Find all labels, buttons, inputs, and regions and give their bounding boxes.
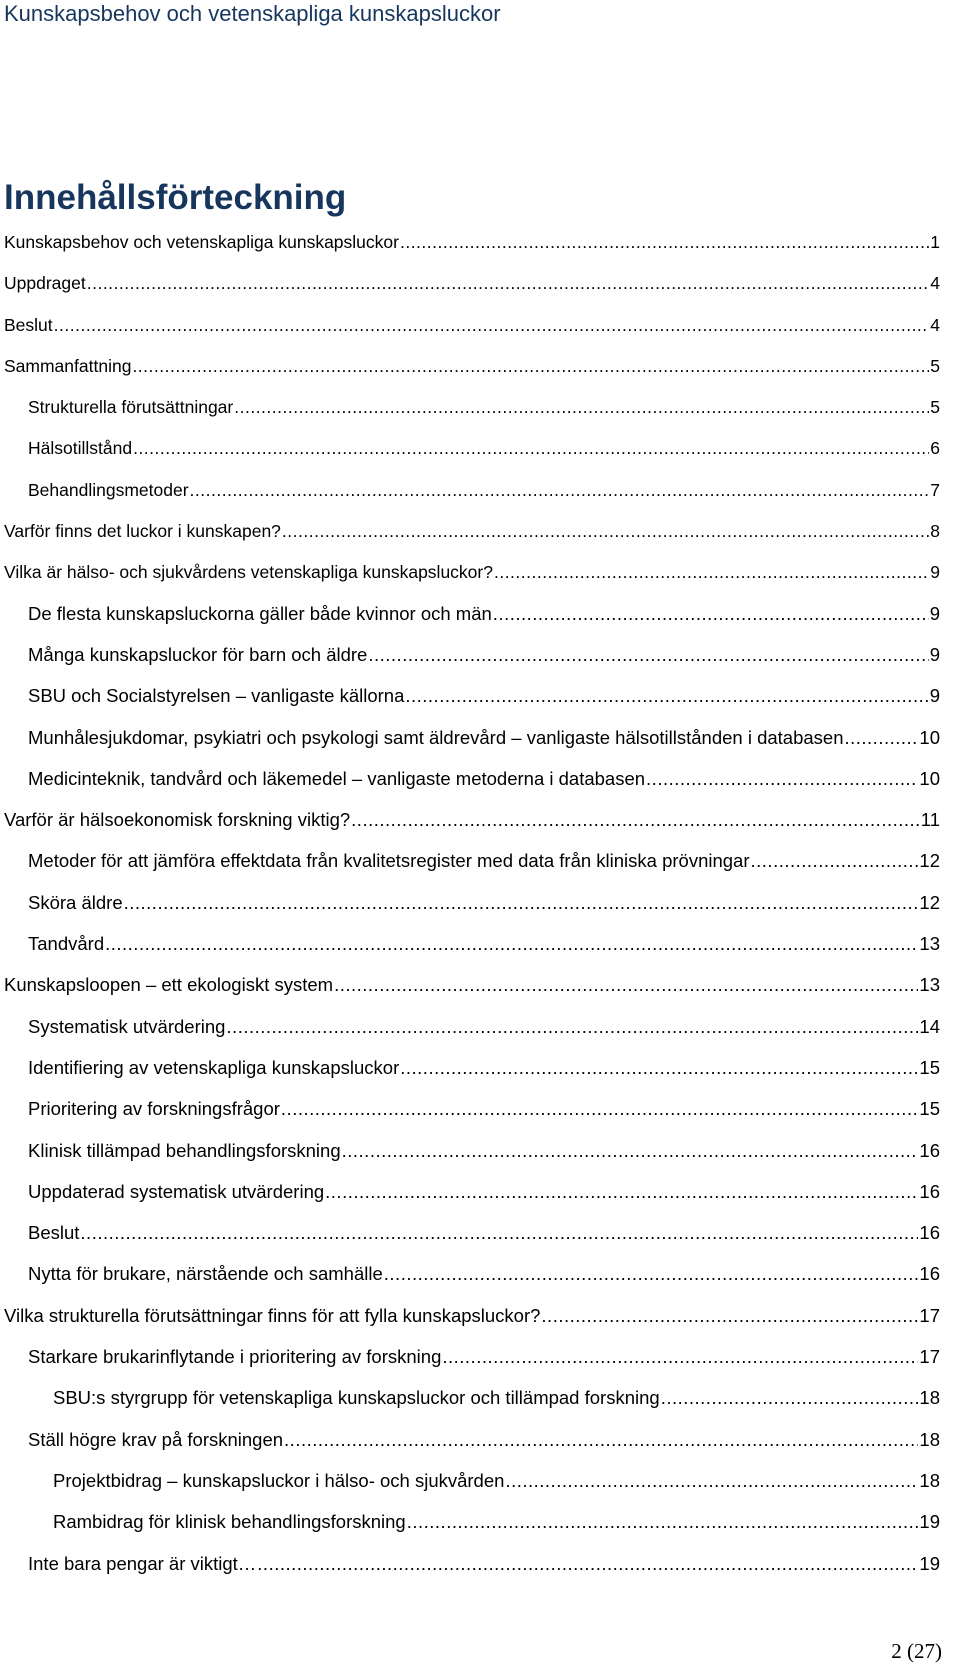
toc-entry-line bbox=[4, 229, 940, 255]
toc-entry[interactable] bbox=[0, 966, 960, 1007]
toc-entry-page: 5 bbox=[930, 397, 940, 418]
toc-entry-page: 14 bbox=[919, 1015, 940, 1037]
toc-entry-page: 5 bbox=[930, 355, 940, 376]
toc-dot-leader bbox=[405, 683, 928, 709]
toc-dot-leader bbox=[368, 642, 928, 668]
toc-entry-label: Beslut bbox=[28, 1222, 80, 1244]
toc-dot-leader bbox=[400, 229, 929, 255]
toc-entry[interactable] bbox=[0, 1503, 960, 1544]
toc-entry-label: Munhålesjukdomar, psykiatri och psykologi samt äldrevård – vanligaste hälsotillstånden i databasen bbox=[28, 726, 844, 748]
toc-entry-line bbox=[4, 559, 940, 585]
toc-entry[interactable] bbox=[0, 1008, 960, 1049]
toc-dot-leader bbox=[124, 890, 919, 916]
toc-entry-line bbox=[4, 312, 940, 338]
toc-entry-label: Varför finns det luckor i kunskapen? bbox=[4, 521, 281, 542]
toc-entry[interactable] bbox=[0, 1132, 960, 1173]
toc-entry-line bbox=[28, 725, 940, 751]
toc-dot-leader bbox=[87, 270, 930, 296]
toc-dot-leader bbox=[334, 972, 918, 998]
toc-entry-page: 11 bbox=[920, 809, 940, 831]
toc-entry-page: 1 bbox=[930, 232, 940, 252]
toc-entry[interactable] bbox=[0, 264, 960, 305]
toc-entry-page: 10 bbox=[919, 767, 940, 789]
toc-entry[interactable] bbox=[0, 429, 960, 470]
toc-entry[interactable] bbox=[0, 1379, 960, 1420]
toc-entry-label: Starkare brukarinflytande i prioritering av forskning bbox=[28, 1346, 442, 1368]
toc-entry-label: Sammanfattning bbox=[4, 355, 132, 376]
toc-entry-page: 4 bbox=[930, 314, 940, 335]
toc-dot-leader bbox=[384, 1261, 919, 1287]
toc-dot-leader bbox=[80, 1220, 918, 1246]
toc-entry-line bbox=[28, 931, 940, 957]
toc-entry-label: Identifiering av vetenskapliga kunskapsluckor bbox=[28, 1056, 400, 1078]
toc-entry-page: 9 bbox=[929, 643, 940, 665]
toc-dot-leader bbox=[407, 1509, 919, 1535]
toc-dot-leader bbox=[257, 1551, 918, 1577]
toc-entry-page: 13 bbox=[919, 933, 940, 955]
toc-entry-page: 9 bbox=[929, 685, 940, 707]
toc-entry-label: SBU och Socialstyrelsen – vanligaste källorna bbox=[28, 685, 405, 707]
toc-entry-label: Uppdaterad systematisk utvärdering bbox=[28, 1180, 325, 1202]
toc-entry-line bbox=[28, 1014, 940, 1040]
toc-entry-page: 6 bbox=[930, 438, 940, 459]
toc-entry-line bbox=[53, 1509, 940, 1535]
toc-entry-line bbox=[28, 1551, 940, 1577]
toc-dot-leader bbox=[282, 518, 929, 544]
toc-entry-line bbox=[4, 807, 940, 833]
toc-entry[interactable] bbox=[0, 1338, 960, 1379]
toc-entry-line bbox=[28, 1096, 940, 1122]
toc-entry[interactable] bbox=[0, 636, 960, 677]
toc-entry[interactable] bbox=[0, 719, 960, 760]
toc-entry-page: 4 bbox=[930, 273, 940, 294]
running-header: Kunskapsbehov och vetenskapliga kunskapsluckor bbox=[4, 1, 501, 26]
toc-dot-leader bbox=[325, 1179, 918, 1205]
toc-entry-page: 7 bbox=[930, 479, 940, 500]
toc-entry-page: 12 bbox=[919, 850, 940, 872]
toc-entry-line bbox=[28, 683, 940, 709]
toc-entry-label: Vilka strukturella förutsättningar finns för att fylla kunskapsluckor? bbox=[4, 1304, 541, 1326]
toc-entry-page: 16 bbox=[919, 1139, 940, 1161]
toc-entry[interactable] bbox=[0, 512, 960, 553]
toc-entry-line bbox=[28, 642, 940, 668]
toc-entry-page: 19 bbox=[919, 1511, 940, 1533]
toc-entry[interactable] bbox=[0, 677, 960, 718]
toc-entry-line bbox=[53, 1385, 940, 1411]
toc-entry-line bbox=[4, 1303, 940, 1329]
toc-entry-line bbox=[4, 518, 940, 544]
toc-dot-leader bbox=[661, 1385, 919, 1411]
toc-entry-page: 18 bbox=[919, 1469, 940, 1491]
toc-entry-line bbox=[28, 766, 940, 792]
toc-entry-label: Metoder för att jämföra effektdata från kvalitetsregister med data från kliniska prövningar bbox=[28, 850, 750, 872]
toc-entry[interactable] bbox=[0, 1462, 960, 1503]
toc-entry-label: Beslut bbox=[4, 314, 53, 335]
toc-entry-label: Rambidrag för klinisk behandlingsforskning bbox=[53, 1511, 406, 1533]
toc-entry-label: Många kunskapsluckor för barn och äldre bbox=[28, 643, 368, 665]
toc-dot-leader bbox=[844, 725, 918, 751]
toc-entry[interactable] bbox=[0, 884, 960, 925]
toc-entry-label: Strukturella förutsättningar bbox=[28, 397, 234, 418]
toc-entry-line bbox=[28, 477, 940, 503]
toc-entry-page: 17 bbox=[919, 1304, 940, 1326]
toc-entry-page: 9 bbox=[929, 602, 940, 624]
toc-entry-label: Ställ högre krav på forskningen bbox=[28, 1428, 284, 1450]
toc-dot-leader bbox=[132, 353, 929, 379]
toc-dot-leader bbox=[190, 477, 930, 503]
toc-entry-line bbox=[28, 1427, 940, 1453]
toc-entry[interactable] bbox=[0, 595, 960, 636]
toc-entry-line bbox=[28, 601, 940, 627]
toc-entry-label: Prioritering av forskningsfrågor bbox=[28, 1098, 280, 1120]
toc-entry[interactable] bbox=[0, 760, 960, 801]
toc-entry-label: Systematisk utvärdering bbox=[28, 1015, 226, 1037]
toc-entry-label: Kunskapsloopen – ett ekologiskt system bbox=[4, 974, 334, 996]
toc-dot-leader bbox=[226, 1014, 918, 1040]
toc-entry[interactable] bbox=[0, 306, 960, 347]
toc-entry[interactable] bbox=[0, 1297, 960, 1338]
toc-dot-leader bbox=[442, 1344, 918, 1370]
toc-dot-leader bbox=[751, 848, 919, 874]
toc-entry-label: Vilka är hälso- och sjukvårdens vetenskapliga kunskapsluckor? bbox=[4, 562, 493, 583]
toc-entry[interactable] bbox=[0, 842, 960, 883]
toc-dot-leader bbox=[54, 312, 930, 338]
toc-entry[interactable] bbox=[0, 388, 960, 429]
toc-entry-page: 16 bbox=[919, 1222, 940, 1244]
toc-entry[interactable] bbox=[0, 553, 960, 594]
toc-dot-leader bbox=[351, 807, 920, 833]
toc-entry-label: Klinisk tillämpad behandlingsforskning bbox=[28, 1139, 341, 1161]
toc-entry-label: Uppdraget bbox=[4, 273, 86, 294]
toc-dot-leader bbox=[133, 435, 929, 461]
toc-entry-line bbox=[28, 394, 940, 420]
toc-entry[interactable] bbox=[0, 1173, 960, 1214]
page-number: 2 (27) bbox=[891, 1639, 942, 1663]
toc-entry-page: 15 bbox=[919, 1098, 940, 1120]
toc-entry-label: Projektbidrag – kunskapsluckor i hälso- och sjukvården bbox=[53, 1469, 505, 1491]
table-of-contents bbox=[0, 223, 960, 1586]
toc-entry-page: 18 bbox=[919, 1387, 940, 1409]
toc-title: Innehållsförteckning bbox=[4, 178, 347, 217]
toc-entry-page: 9 bbox=[930, 562, 940, 583]
toc-dot-leader bbox=[493, 601, 929, 627]
toc-entry[interactable] bbox=[0, 1090, 960, 1131]
toc-entry[interactable] bbox=[0, 347, 960, 388]
toc-dot-leader bbox=[541, 1303, 918, 1329]
toc-entry-label: Kunskapsbehov och vetenskapliga kunskapsluckor bbox=[4, 232, 399, 252]
toc-entry-line bbox=[28, 848, 940, 874]
toc-dot-leader bbox=[234, 394, 929, 420]
toc-entry-page: 16 bbox=[919, 1263, 940, 1285]
toc-dot-leader bbox=[494, 559, 929, 585]
toc-entry[interactable] bbox=[0, 801, 960, 842]
toc-dot-leader bbox=[284, 1427, 918, 1453]
toc-entry-line bbox=[28, 890, 940, 916]
toc-entry-page: 18 bbox=[919, 1428, 940, 1450]
toc-entry-line bbox=[4, 972, 940, 998]
toc-entry-label: Inte bara pengar är viktigt… bbox=[28, 1552, 257, 1574]
toc-entry-line bbox=[28, 1220, 940, 1246]
toc-entry-line bbox=[28, 1138, 940, 1164]
toc-entry-page: 15 bbox=[919, 1056, 940, 1078]
toc-dot-leader bbox=[105, 931, 918, 957]
toc-entry-line bbox=[28, 1055, 940, 1081]
toc-dot-leader bbox=[400, 1055, 918, 1081]
toc-entry-line bbox=[28, 1261, 940, 1287]
toc-entry-label: Nytta för brukare, närstående och samhälle bbox=[28, 1263, 383, 1285]
toc-entry-label: SBU:s styrgrupp för vetenskapliga kunskapsluckor och tillämpad forskning bbox=[53, 1387, 660, 1409]
toc-entry-line bbox=[53, 1468, 940, 1494]
toc-entry-line bbox=[4, 353, 940, 379]
toc-entry-label: Behandlingsmetoder bbox=[28, 479, 189, 500]
toc-entry-page: 10 bbox=[919, 726, 940, 748]
toc-entry-label: Varför är hälsoekonomisk forskning viktig? bbox=[4, 809, 351, 831]
toc-entry-page: 17 bbox=[919, 1346, 940, 1368]
toc-entry[interactable] bbox=[0, 1255, 960, 1296]
toc-entry-page: 19 bbox=[919, 1552, 940, 1574]
toc-entry-label: Tandvård bbox=[28, 933, 105, 955]
toc-entry[interactable] bbox=[0, 1214, 960, 1255]
toc-entry-line bbox=[4, 270, 940, 296]
toc-entry[interactable] bbox=[0, 1421, 960, 1462]
toc-dot-leader bbox=[646, 766, 918, 792]
toc-entry-page: 16 bbox=[919, 1180, 940, 1202]
toc-entry[interactable] bbox=[0, 1049, 960, 1090]
toc-entry-label: Hälsotillstånd bbox=[28, 438, 133, 459]
toc-entry-line bbox=[28, 435, 940, 461]
toc-entry-label: Sköra äldre bbox=[28, 891, 123, 913]
toc-entry[interactable] bbox=[0, 925, 960, 966]
toc-dot-leader bbox=[505, 1468, 918, 1494]
toc-entry-page: 13 bbox=[919, 974, 940, 996]
toc-dot-leader bbox=[342, 1138, 919, 1164]
toc-entry-line bbox=[28, 1344, 940, 1370]
toc-entry-page: 12 bbox=[919, 891, 940, 913]
toc-dot-leader bbox=[281, 1096, 919, 1122]
toc-entry-line bbox=[28, 1179, 940, 1205]
toc-entry[interactable] bbox=[0, 471, 960, 512]
toc-entry-label: Medicinteknik, tandvård och läkemedel – vanligaste metoderna i databasen bbox=[28, 767, 646, 789]
toc-entry[interactable] bbox=[0, 1545, 960, 1586]
toc-entry-page: 8 bbox=[930, 521, 940, 542]
toc-entry[interactable] bbox=[0, 223, 960, 264]
toc-entry-label: De flesta kunskapsluckorna gäller både kvinnor och män bbox=[28, 602, 492, 624]
